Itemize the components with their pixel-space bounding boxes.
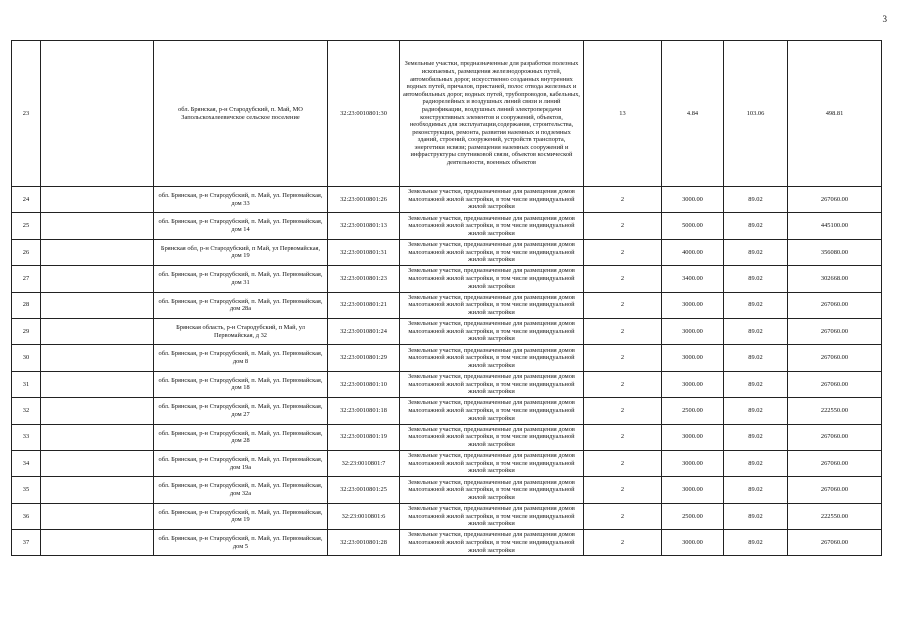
land-purpose-cell: Земельные участки, предназначенные для размещения домов малоэтажной жилой застройки, в том числе индивидуальной жилой застройки — [400, 239, 584, 265]
cadastral-number-cell: 32:23:0010801:18 — [328, 398, 400, 424]
cadastral-value-cell: 498.81 — [788, 41, 882, 187]
land-purpose-cell: Земельные участки, предназначенные для размещения домов малоэтажной жилой застройки, в том числе индивидуальной жилой застройки — [400, 213, 584, 239]
row-number-cell: 23 — [12, 41, 41, 187]
table-row — [12, 213, 882, 239]
land-purpose-cell: Земельные участки, предназначенные для размещения домов малоэтажной жилой застройки, в том числе индивидуальной жилой застройки — [400, 530, 584, 556]
area-cell: 3000.00 — [662, 450, 724, 476]
address-cell: обл. Брянская, р-н Стародубский, п. Май, ул. Первомайская, дом 28 — [154, 424, 328, 450]
group-cell: 2 — [584, 424, 662, 450]
table-row — [12, 41, 882, 187]
cadastral-value-cell: 267060.00 — [788, 450, 882, 476]
cadastral-number-cell: 32:23:0010801:13 — [328, 213, 400, 239]
address-cell: обл. Брянская, р-н Стародубский, п. Май, ул. Первомайская, дом 14 — [154, 213, 328, 239]
address-cell: обл. Брянская, р-н Стародубский, п. Май, ул. Первомайская, дом 19 — [154, 503, 328, 529]
cadastral-number-cell: 32:23:0010801:29 — [328, 345, 400, 371]
row-number-cell: 34 — [12, 450, 41, 476]
cadastral-number-cell: 32:23:0010801:24 — [328, 318, 400, 344]
group-cell: 2 — [584, 292, 662, 318]
area-cell: 2500.00 — [662, 503, 724, 529]
rate-cell: 89.02 — [724, 239, 788, 265]
cadastral-value-cell: 267060.00 — [788, 292, 882, 318]
cadastral-number-cell: 32:23:0010801:21 — [328, 292, 400, 318]
area-cell: 3000.00 — [662, 530, 724, 556]
rate-cell: 89.02 — [724, 398, 788, 424]
land-purpose-cell: Земельные участки, предназначенные для размещения домов малоэтажной жилой застройки, в том числе индивидуальной жилой застройки — [400, 398, 584, 424]
rate-cell: 89.02 — [724, 503, 788, 529]
address-cell: Брянская обл, р-н Стародубский, п Май, ул Первомайская, дом 19 — [154, 239, 328, 265]
cadastral-value-cell: 222550.00 — [788, 398, 882, 424]
table-row — [12, 424, 882, 450]
address-cell: обл. Брянская, р-н Стародубский, п. Май, ул. Первомайская, дом 33 — [154, 187, 328, 213]
area-cell: 3000.00 — [662, 187, 724, 213]
cadastral-number-cell: 32:23:0010801:30 — [328, 41, 400, 187]
group-cell: 2 — [584, 503, 662, 529]
table-row — [12, 477, 882, 503]
rate-cell: 89.02 — [724, 266, 788, 292]
group-cell: 2 — [584, 318, 662, 344]
blank-cell — [41, 266, 154, 292]
row-number-cell: 32 — [12, 398, 41, 424]
group-cell: 2 — [584, 398, 662, 424]
land-purpose-cell: Земельные участки, предназначенные для размещения домов малоэтажной жилой застройки, в том числе индивидуальной жилой застройки — [400, 424, 584, 450]
address-cell: обл. Брянская, р-н Стародубский, п. Май, МО Запольскохалеевичское сельское поселение — [154, 41, 328, 187]
row-number-cell: 29 — [12, 318, 41, 344]
cadastral-value-cell: 267060.00 — [788, 345, 882, 371]
rate-cell: 89.02 — [724, 477, 788, 503]
area-cell: 3000.00 — [662, 477, 724, 503]
cadastral-number-cell: 32:23:0010801:19 — [328, 424, 400, 450]
cadastral-number-cell: 32:23:0010801:25 — [328, 477, 400, 503]
area-cell: 3400.00 — [662, 266, 724, 292]
rate-cell: 89.02 — [724, 187, 788, 213]
land-purpose-cell: Земельные участки, предназначенные для размещения домов малоэтажной жилой застройки, в том числе индивидуальной жилой застройки — [400, 477, 584, 503]
row-number-cell: 27 — [12, 266, 41, 292]
cadastral-number-cell: 32:23:0010801:23 — [328, 266, 400, 292]
blank-cell — [41, 530, 154, 556]
group-cell: 2 — [584, 239, 662, 265]
table-row — [12, 187, 882, 213]
address-cell: обл. Брянская, р-н Стародубский, п. Май, ул. Первомайская, дом 5 — [154, 530, 328, 556]
table-row — [12, 530, 882, 556]
rate-cell: 103.06 — [724, 41, 788, 187]
rate-cell: 89.02 — [724, 213, 788, 239]
table-row — [12, 318, 882, 344]
table-row — [12, 266, 882, 292]
rate-cell: 89.02 — [724, 345, 788, 371]
blank-cell — [41, 371, 154, 397]
cadastral-number-cell: 32:23:0010801:28 — [328, 530, 400, 556]
row-number-cell: 33 — [12, 424, 41, 450]
table-row — [12, 503, 882, 529]
table-row — [12, 345, 882, 371]
area-cell: 3000.00 — [662, 292, 724, 318]
address-cell: обл. Брянская, р-н Стародубский, п. Май, ул. Первомайская, дом 31 — [154, 266, 328, 292]
area-cell: 2500.00 — [662, 398, 724, 424]
land-purpose-cell: Земельные участки, предназначенные для разработки полезных ископаемых, размещения железнодорожных путей, автомобильных дорог, искусственно созданных внутренних водных путей, причалов, пристаней, полос отвода железных и автомобильных дорог, водных путей, трубопроводов, кабельных, радиорелейных и воздушных линий связи и линий радиофикации, воздушных линий электропередачи конструктивных элементов и сооружений, объектов, необходимых для эксплуатации,содержания, строительства, реконструкции, ремонта, развития наземных и подземных зданий, строений, сооружений, устройств транспорта, энергетики нсвязи; размещения наземных сооружений и инфраструктуры спутниковой связи, объектов космической деятельности, военных объектов — [400, 41, 584, 187]
rate-cell: 89.02 — [724, 318, 788, 344]
group-cell: 2 — [584, 266, 662, 292]
row-number-cell: 25 — [12, 213, 41, 239]
row-number-cell: 28 — [12, 292, 41, 318]
rate-cell: 89.02 — [724, 530, 788, 556]
land-purpose-cell: Земельные участки, предназначенные для размещения домов малоэтажной жилой застройки, в том числе индивидуальной жилой застройки — [400, 292, 584, 318]
cadastral-value-cell: 267060.00 — [788, 530, 882, 556]
blank-cell — [41, 213, 154, 239]
group-cell: 2 — [584, 477, 662, 503]
cadastral-value-cell: 445100.00 — [788, 213, 882, 239]
blank-cell — [41, 318, 154, 344]
area-cell: 3000.00 — [662, 345, 724, 371]
rate-cell: 89.02 — [724, 371, 788, 397]
area-cell: 4000.00 — [662, 239, 724, 265]
table-body — [12, 41, 882, 556]
group-cell: 2 — [584, 213, 662, 239]
address-cell: Брянская область, р-н Стародубский, п Май, ул Первомайская, д 32 — [154, 318, 328, 344]
rate-cell: 89.02 — [724, 450, 788, 476]
land-purpose-cell: Земельные участки, предназначенные для размещения домов малоэтажной жилой застройки, в том числе индивидуальной жилой застройки — [400, 187, 584, 213]
cadastral-number-cell: 32:23:0010801:26 — [328, 187, 400, 213]
cadastral-number-cell: 32:23:0010801:31 — [328, 239, 400, 265]
address-cell: обл. Брянская, р-н Стародубский, п. Май, ул. Первомайская, дом 32а — [154, 477, 328, 503]
blank-cell — [41, 398, 154, 424]
area-cell: 4.84 — [662, 41, 724, 187]
group-cell: 2 — [584, 187, 662, 213]
cadastral-value-cell: 267060.00 — [788, 371, 882, 397]
address-cell: обл. Брянская, р-н Стародубский, п. Май, ул. Первомайская, дом 8 — [154, 345, 328, 371]
land-purpose-cell: Земельные участки, предназначенные для размещения домов малоэтажной жилой застройки, в том числе индивидуальной жилой застройки — [400, 266, 584, 292]
cadastral-value-cell: 222550.00 — [788, 503, 882, 529]
area-cell: 5000.00 — [662, 213, 724, 239]
address-cell: обл. Брянская, р-н Стародубский, п. Май, ул. Первомайская, дом 19а — [154, 450, 328, 476]
row-number-cell: 26 — [12, 239, 41, 265]
cadastral-value-cell: 267060.00 — [788, 424, 882, 450]
table-row — [12, 398, 882, 424]
area-cell: 3000.00 — [662, 424, 724, 450]
group-cell: 13 — [584, 41, 662, 187]
cadastral-value-cell: 356080.00 — [788, 239, 882, 265]
row-number-cell: 35 — [12, 477, 41, 503]
row-number-cell: 30 — [12, 345, 41, 371]
row-number-cell: 31 — [12, 371, 41, 397]
land-purpose-cell: Земельные участки, предназначенные для размещения домов малоэтажной жилой застройки, в том числе индивидуальной жилой застройки — [400, 318, 584, 344]
table-row — [12, 292, 882, 318]
cadastral-value-cell: 267060.00 — [788, 187, 882, 213]
rate-cell: 89.02 — [724, 292, 788, 318]
blank-cell — [41, 239, 154, 265]
table-row — [12, 239, 882, 265]
group-cell: 2 — [584, 345, 662, 371]
address-cell: обл. Брянская, р-н Стародубский, п. Май, ул. Первомайская, дом 18 — [154, 371, 328, 397]
blank-cell — [41, 187, 154, 213]
row-number-cell: 24 — [12, 187, 41, 213]
blank-cell — [41, 424, 154, 450]
cadastral-number-cell: 32:23:0010801:7 — [328, 450, 400, 476]
land-purpose-cell: Земельные участки, предназначенные для размещения домов малоэтажной жилой застройки, в том числе индивидуальной жилой застройки — [400, 450, 584, 476]
table-row — [12, 371, 882, 397]
area-cell: 3000.00 — [662, 371, 724, 397]
cadastral-value-cell: 267060.00 — [788, 477, 882, 503]
blank-cell — [41, 292, 154, 318]
group-cell: 2 — [584, 371, 662, 397]
area-cell: 3000.00 — [662, 318, 724, 344]
cadastral-value-cell: 302668.00 — [788, 266, 882, 292]
land-purpose-cell: Земельные участки, предназначенные для размещения домов малоэтажной жилой застройки, в том числе индивидуальной жилой застройки — [400, 503, 584, 529]
blank-cell — [41, 477, 154, 503]
address-cell: обл. Брянская, р-н Стародубский, п. Май, ул. Первомайская, дом 28а — [154, 292, 328, 318]
cadastral-value-cell: 267060.00 — [788, 318, 882, 344]
rate-cell: 89.02 — [724, 424, 788, 450]
cadastral-number-cell: 32:23:0010801:10 — [328, 371, 400, 397]
page-number: 3 — [882, 14, 887, 24]
blank-cell — [41, 345, 154, 371]
blank-cell — [41, 450, 154, 476]
group-cell: 2 — [584, 450, 662, 476]
row-number-cell: 37 — [12, 530, 41, 556]
group-cell: 2 — [584, 530, 662, 556]
row-number-cell: 36 — [12, 503, 41, 529]
blank-cell — [41, 41, 154, 187]
land-purpose-cell: Земельные участки, предназначенные для размещения домов малоэтажной жилой застройки, в том числе индивидуальной жилой застройки — [400, 371, 584, 397]
parcel-table — [11, 40, 882, 556]
land-purpose-cell: Земельные участки, предназначенные для размещения домов малоэтажной жилой застройки, в том числе индивидуальной жилой застройки — [400, 345, 584, 371]
blank-cell — [41, 503, 154, 529]
cadastral-number-cell: 32:23:0010801:6 — [328, 503, 400, 529]
address-cell: обл. Брянская, р-н Стародубский, п. Май, ул. Первомайская, дом 27 — [154, 398, 328, 424]
table-row — [12, 450, 882, 476]
